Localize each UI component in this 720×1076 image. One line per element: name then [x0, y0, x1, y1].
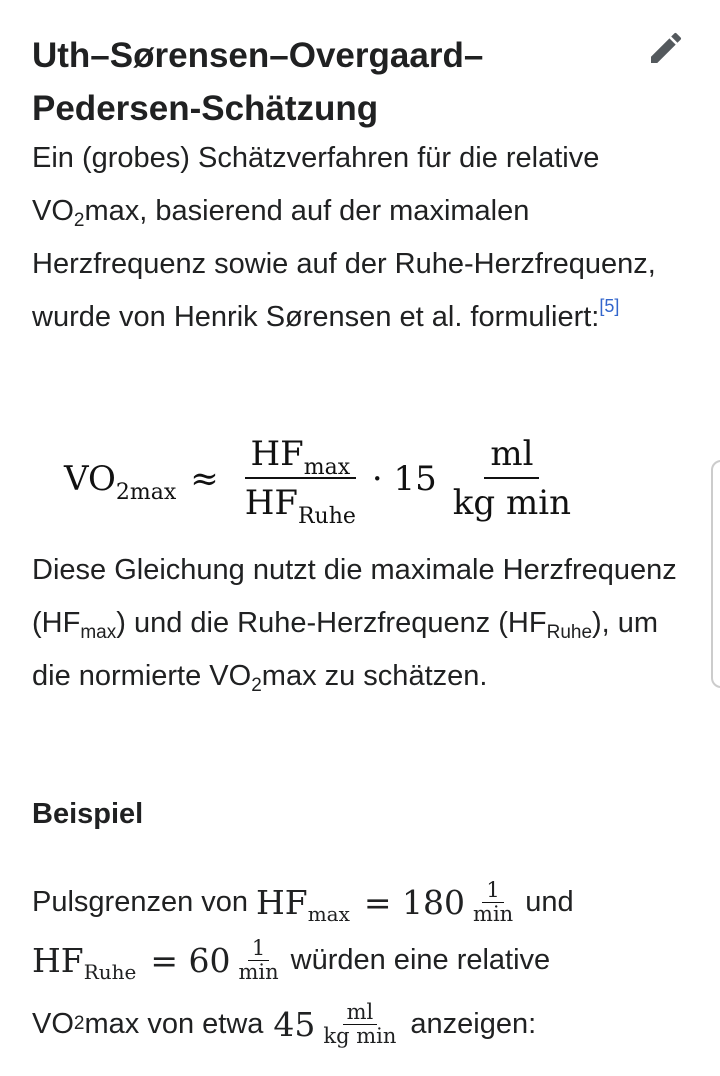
pencil-icon[interactable]: [646, 28, 686, 68]
unit-fraction-small: $\frac{ml}{\text{kg min}}$: [323, 1000, 397, 1048]
per-minute-fraction: $\frac{1}{\min}$: [238, 936, 279, 984]
intro-text-2: max, basierend auf der maximalen Herzfrequenz sowie auf der Ruhe-Herzfrequenz, wurde von Henrik Sørensen et al. formuliert:: [32, 195, 656, 333]
formula-lhs: $VO_{2max}$: [64, 459, 177, 505]
example-line-3: VO 2 max von etwa 45 $\frac{ml}{\text{kg min}}$ anzeigen:: [32, 1000, 537, 1048]
unit-numerator: ml: [484, 436, 539, 479]
vo2max-formula: [64, 424, 583, 534]
intro-paragraph: [32, 132, 682, 344]
scroll-handle[interactable]: [711, 460, 720, 688]
unit-fraction: [447, 433, 577, 523]
reference-link[interactable]: [5]: [599, 296, 620, 316]
intro-text-1: Ein (grobes) Schätzverfahren für die relative VO: [32, 142, 600, 227]
fraction-numerator: $HF_{max}$: [245, 436, 357, 479]
intro-subscript: 2: [73, 210, 85, 231]
explanation-paragraph: Diese Gleichung nutzt die maximale Herzfrequenz $(HF_{max})$ und die Ruhe-Herzfrequenz $(HF_{Ruhe})$, um die normierte $VO_2\max$ zu schätzen.: [32, 554, 677, 696]
unit-denominator: kg min: [452, 483, 571, 523]
example-heading: Beispiel: [32, 798, 144, 830]
section-heading: Uth–Sørensen–Overgaard–Pedersen-Schätzung: [32, 36, 484, 129]
example-line-2: $HF_{Ruhe}$ = 60 $\frac{1}{\min}$ würden eine relative: [32, 936, 551, 984]
fraction-denominator: $HF_{Ruhe}$: [244, 483, 356, 529]
formula-multiplier: · 15: [371, 459, 437, 499]
example-line-1: Pulsgrenzen von $HF_{max}$ = 180 $\frac{1}{\min}$ und: [32, 878, 574, 926]
approx-symbol: ≈: [190, 459, 219, 499]
per-minute-fraction: $\frac{1}{\min}$: [473, 878, 514, 926]
hf-ratio-fraction: [239, 433, 362, 529]
